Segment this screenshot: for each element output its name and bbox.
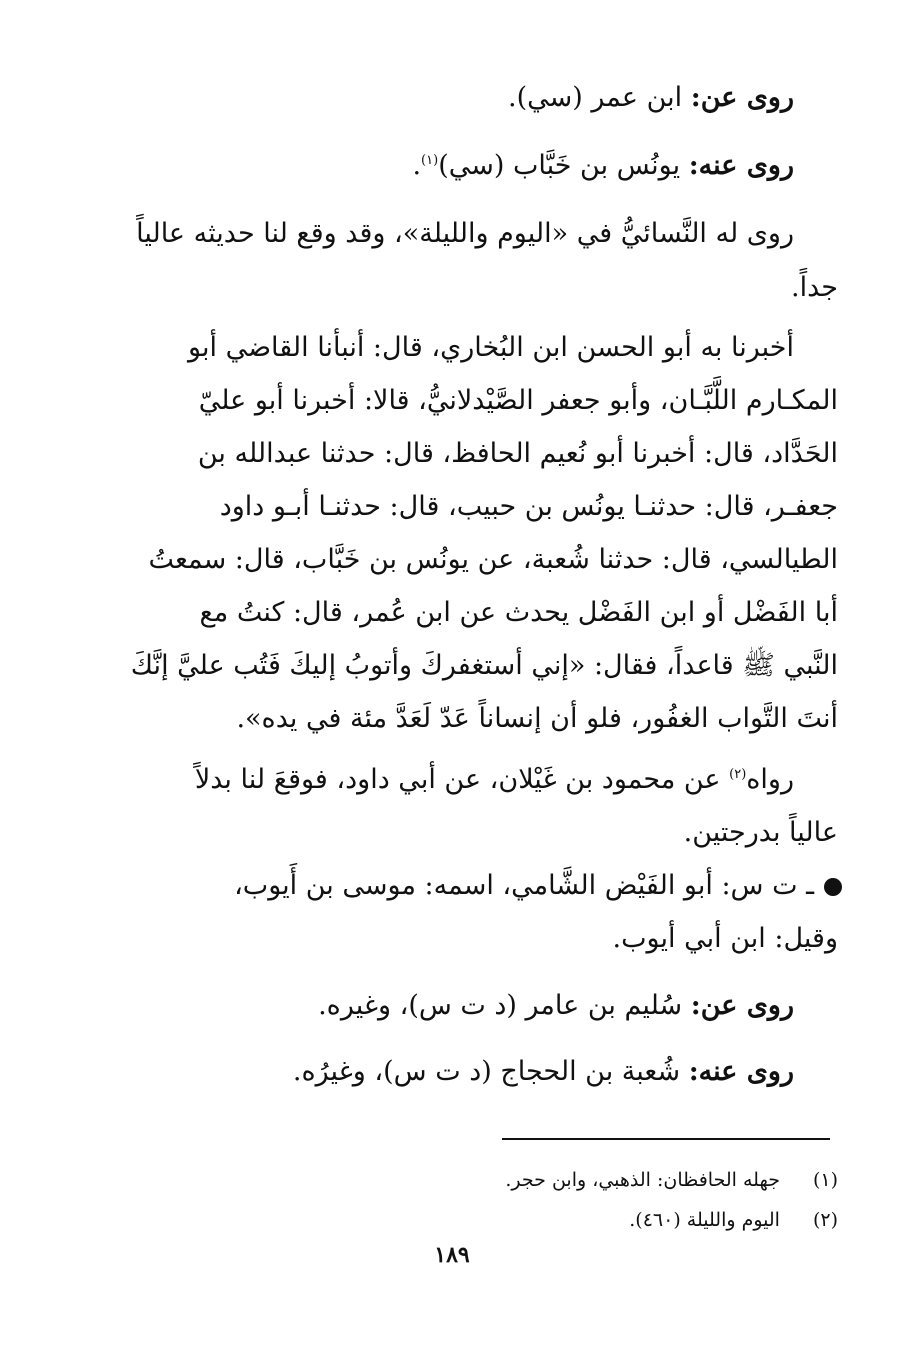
- bullet-icon: [824, 878, 842, 896]
- footnote-ref-2: (٢): [729, 767, 747, 782]
- para2-line-7: النَّبي ﷺ قاعداً، فقال: «إني أستغفركَ وأتوبُ إليكَ فَتُب عليَّ إنَّكَ: [130, 650, 838, 681]
- rawa-anhu-end: .: [412, 150, 422, 181]
- rawa-anhu-label: روى عنه:: [688, 150, 794, 181]
- entry2-rawa-anhu-label: روى عنه:: [688, 1056, 794, 1087]
- rawa-anhu-text: يونُس بن خَبَّاب (سي): [438, 150, 681, 181]
- para3-line-1: [66, 760, 794, 800]
- footnote-ref-1: (١): [421, 153, 439, 168]
- para3-line-2: عالياً بدرجتين.: [683, 817, 838, 848]
- para2-line-5: الطيالسي، قال: حدثنا شُعبة، عن يونُس بن خَبَّاب، قال: سمعتُ: [148, 544, 838, 575]
- entry2-rawa-an-line: [66, 986, 794, 1026]
- para2-line-4: جعفـر، قال: حدثنـا يونُس بن حبيب، قال: حدثنـا أبـو داود: [219, 491, 838, 522]
- page-number: ١٨٩: [434, 1242, 470, 1268]
- footnote-1: [200, 1166, 838, 1194]
- entry2-rawa-anhu-text: شُعبة بن الحجاج (د ت س)، وغيرُه.: [292, 1056, 681, 1087]
- footnote-2: [200, 1206, 838, 1234]
- entry2-rawa-an-label: روى عن:: [690, 990, 794, 1021]
- para1-line-2: جداً.: [791, 272, 838, 303]
- para2-line-8: أنتَ التَّواب الغفُور، فلو أن إنساناً عَدّ لَعَدَّ مئة في يده».: [236, 703, 838, 734]
- rawa-an-text: ابن عمر (سي).: [508, 82, 683, 113]
- entry2-rawa-an-text: سُليم بن عامر (د ت س)، وغيره.: [318, 990, 683, 1021]
- para1-line-1: روى له النَّسائيُّ في «اليوم والليلة»، وقد وقع لنا حديثه عالياً: [136, 218, 794, 249]
- entry2-header-line-1: [66, 866, 842, 906]
- footnote-1-text: جهله الحافظان: الذهبي، وابن حجر.: [505, 1169, 780, 1191]
- entry2-header-text: ـ ت س: أبو الفَيْض الشَّامي، اسمه: موسى بن أَيوب،: [234, 870, 814, 901]
- entry2-header-line-2: وقيل: ابن أبي أيوب.: [612, 923, 838, 954]
- footnote-divider: [502, 1138, 830, 1140]
- para2-line-6: أبا الفَضْل أو ابن الفَضْل يحدث عن ابن عُمر، قال: كنتُ مع: [199, 597, 838, 628]
- para2-line-1: أخبرنا به أبو الحسن ابن البُخاري، قال: أنبأنا القاضي أبو: [188, 332, 794, 363]
- para3-start: رواه: [746, 764, 794, 795]
- para2-line-3: الحَدَّاد، قال: أخبرنا أبو نُعيم الحافظ، قال: حدثنا عبدالله بن: [197, 438, 838, 469]
- para3-rest: عن محمود بن غَيْلان، عن أبي داود، فوقعَ لنا بدلاً: [194, 764, 721, 795]
- footnote-1-number: (١): [812, 1169, 838, 1191]
- footnote-2-text: اليوم والليلة (٤٦٠).: [629, 1209, 780, 1231]
- footnote-2-number: (٢): [812, 1209, 838, 1231]
- rawa-anhu-line: [66, 146, 794, 186]
- rawa-an-line: [66, 78, 794, 118]
- entry2-rawa-anhu-line: [66, 1052, 794, 1092]
- rawa-an-label: روى عن:: [690, 82, 794, 113]
- para2-line-2: المكـارم اللَّبَّـان، وأبو جعفر الصَّيْدلانيُّ، قالا: أخبرنا أبو عليّ: [198, 385, 838, 416]
